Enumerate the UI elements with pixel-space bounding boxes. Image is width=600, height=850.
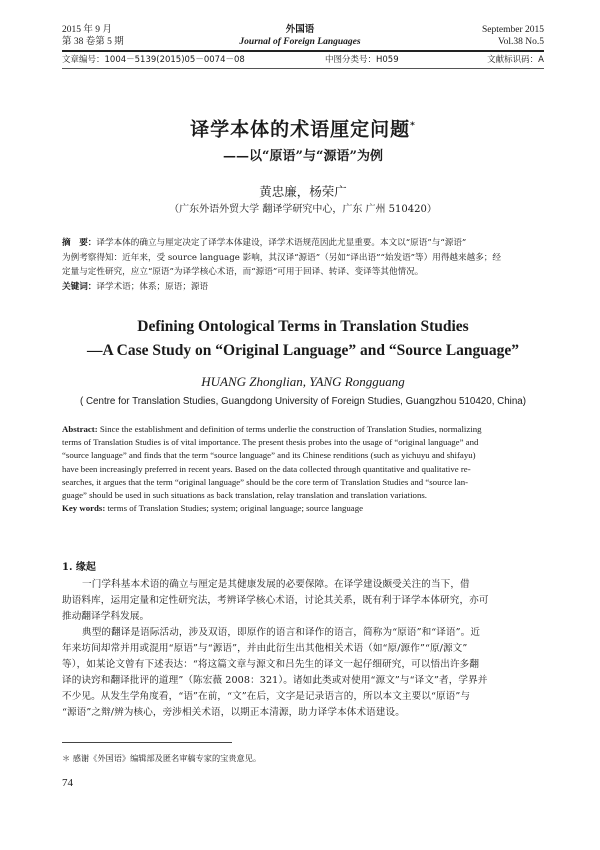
abstract-en-line: guage” should be used in such situations as back translation, relay translation and translation variations. (62, 490, 427, 501)
abstract-cn-line: 摘 要：译学本体的确立与厘定决定了译学本体建设，译学术语规范因此尤显重要。本文以“原语”与“源语” (62, 238, 467, 248)
paragraph-line: 助语料库，运用定量和定性研究法，考辨译学核心术语，讨论其关系，既有利于译学本体研究，亦可 (62, 595, 489, 606)
paragraph-line: 一门学科基本术语的确立与厘定是其健康发展的必要保障。在译学建设颇受关注的当下，借 (82, 579, 470, 590)
header-date-en: September 2015 (481, 25, 544, 35)
section-body (62, 577, 544, 721)
affiliation-en: ( Centre for Translation Studies, Guangdong University of Foreign Studies, Guangzhou 510420, China) (79, 396, 527, 407)
abstract-en-label: Abstract: (62, 424, 98, 434)
paragraph-line: “源语”之辩/辨为核心，旁涉相关术语，以期正本清源，助力译学本体术语建设。 (62, 707, 405, 718)
paragraph-line: 等），如某论文曾有下述表达：“将这篇文章与源文和吕先生的译文一起仔细研究，可以悟出许多翻 (62, 659, 480, 670)
abstract-en-line: “source language” and finds that the term “source language” and its Chinese renditions (such as yichuyu and shifayu) (62, 450, 476, 461)
title-en: Defining Ontological Terms in Translation Studies (137, 318, 469, 335)
paragraph-line: 译的诀窍和翻译批评的道理”（陈宏薇 2008：321）。诸如此类或对使用“源文”与“译文”者，学界并 (62, 675, 488, 686)
section-heading: 1. 缘起 (62, 562, 96, 573)
authors-cn: 黄忠廉，杨荣广 (259, 184, 347, 199)
title-cn (62, 113, 544, 142)
subtitle-cn: ——以“原语”与“源语”为例 (223, 149, 383, 164)
page-number: 74 (62, 777, 73, 789)
paragraph-line: 典型的翻译是语际活动，涉及双语，即原作的语言和译作的语言，简称为“原语”和“译语”。近 (82, 627, 481, 638)
footnote-rule (62, 742, 232, 743)
header-volume-cn: 第 38 卷第 5 期 (62, 37, 124, 47)
abstract-en-line: searches, it argues that the term “original language” should be the core term of Translation Studies and “source lan- (62, 476, 469, 487)
abstract-en-line: have been increasingly preferred in recent years. Based on the data collected through quantitative and qualitative re- (62, 463, 471, 474)
meta-rule (62, 68, 544, 69)
clc-number: 中图分类号：H059 (325, 55, 399, 65)
header-date-cn: 2015 年 9 月 (62, 25, 112, 35)
paragraph-line: 年来坊间却常并用或混用“原语”与“源语”，并由此衍生出其他相关术语（如“原/源作”“原/源文” (62, 643, 468, 654)
keywords-cn-text: 译学术语；体系；原语；源语 (96, 281, 209, 292)
keywords-en (62, 502, 544, 515)
abstract-cn-line: 为例考察得知：近年来，受 source language 影响，其汉译“源语”（另如“译出语”“始发语”等）用得越来越多；经 (62, 252, 501, 263)
abstract-cn-line: 定量与定性研究，应立“原语”为译学核心术语，而“源语”可用于回译、转译、变译等其他情况。 (62, 267, 424, 277)
abstract-cn-label: 摘 要： (62, 238, 97, 248)
keywords-cn-label: 关键词： (62, 281, 97, 292)
paragraph-line: 不少见。从发生学角度看，“语”在前，“文”在后，文字是记录语言的，所以本文主要以“原语”与 (62, 691, 471, 702)
document-code: 文献标识码：A (487, 55, 544, 65)
abstract-en (62, 423, 544, 515)
subtitle-en: —A Case Study on “Original Language” and “Source Language” (86, 342, 520, 359)
abstract-en-line: terms of Translation Studies is of vital importance. The present thesis probes into the usage of “original language” and (62, 437, 479, 448)
keywords-en-text: terms of Translation Studies; system; original language; source language (107, 503, 364, 514)
abstract-cn (62, 236, 544, 294)
header-volume-en: Vol.38 No.5 (497, 37, 544, 47)
article-number: 文章编号：1004－5139(2015)05－0074－08 (62, 55, 245, 65)
title-cn-main: 译学本体的术语厘定问题 (190, 118, 411, 141)
keywords-en-label: Key words: (62, 503, 106, 514)
keywords-cn (62, 280, 544, 295)
header-journal-cn: 外国语 (285, 24, 315, 35)
header-journal-en: Journal of Foreign Languages (239, 37, 361, 47)
paragraph-line: 推动翻译学科发展。 (62, 611, 150, 622)
title-footnote-mark: * (410, 121, 416, 131)
abstract-en-line: Abstract: Since the establishment and definition of terms underlie the construction of Translation Studies, normalizing (62, 424, 482, 434)
authors-en: HUANG Zhonglian, YANG Rongguang (201, 374, 405, 389)
affiliation-cn: （广东外语外贸大学 翻译学研究中心，广东 广州 510420） (169, 204, 437, 215)
header-rule (62, 50, 544, 52)
footnote: ＊ 感谢《外国语》编辑部及匿名审稿专家的宝贵意见。 (62, 753, 262, 763)
